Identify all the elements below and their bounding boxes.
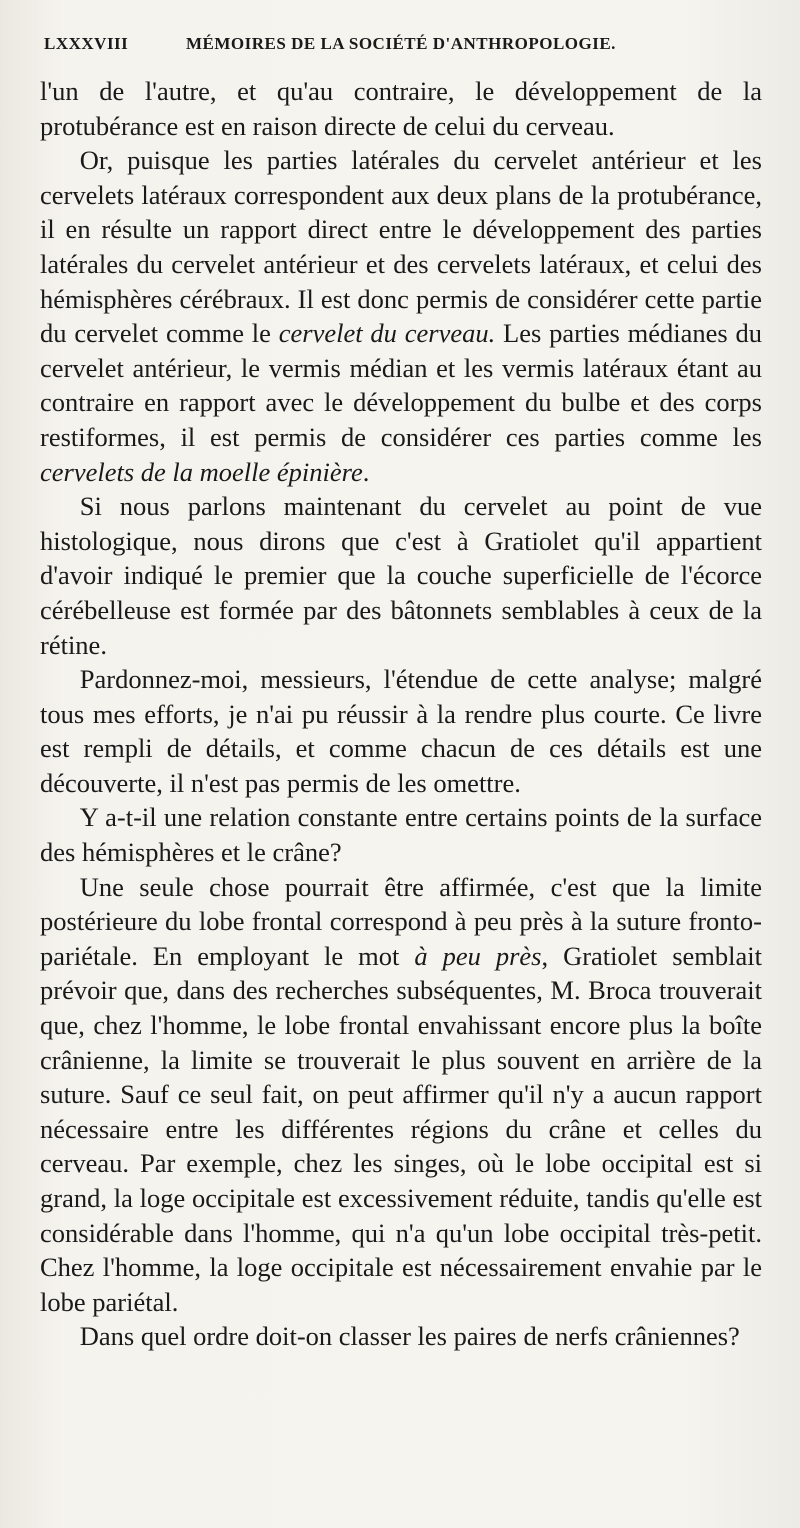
paragraph-1-text: l'un de l'autre, et qu'au contraire, le développement de la protubérance est en raison directe de celui du cerveau. (40, 76, 762, 141)
paragraph-5 (40, 800, 762, 869)
paragraph-4 (40, 662, 762, 800)
paragraph-3-text: Si nous parlons maintenant du cervelet au point de vue histologique, nous dirons que c'est à Gratiolet qu'il appartient d'avoir indiqué le premier que la couche superficielle de l'écorce cérébelleuse est formée par des bâtonnets semblables à ceux de la rétine. (40, 491, 762, 660)
paragraph-6-text-b: , Gratiolet semblait prévoir que, dans des recherches subséquentes, M. Broca trouverait que, chez l'homme, le lobe frontal envahissant encore plus la boîte crânienne, la limite se trouverait le plus souvent en arrière de la suture. Sauf ce seul fait, on peut affirmer qu'il n'y a aucun rapport nécessaire entre les différentes régions du crâne et celles du cerveau. Par exemple, chez les singes, où le lobe occipital est si grand, la loge occipitale est excessivement réduite, tandis qu'elle est considérable dans l'homme, qui n'a qu'un lobe occipital très-petit. Chez l'homme, la loge occipitale est nécessairement envahie par le lobe pariétal. (40, 940, 763, 1317)
paragraph-2-italic-cervelets-moelle: cervelets de la moelle épinière (40, 456, 363, 487)
paragraph-2-text-a: Or, puisque les parties latérales du cervelet antérieur et les cervelets latéraux correspondent aux deux plans de la protubérance, il en résulte un rapport direct entre le développement des parties latérales du cervelet antérieur et des cervelets latéraux, et celui des hémisphères cérébraux. Il est donc permis de considérer cette partie du cervelet comme le (40, 145, 762, 349)
paragraph-7 (40, 1319, 762, 1354)
paragraph-5-text: Y a-t-il une relation constante entre certains points de la surface des hémisphères et le crâne? (40, 802, 762, 868)
paragraph-2-text-c: . (362, 456, 370, 487)
paragraph-6-italic-a-peu-pres: à peu près (414, 940, 542, 971)
paragraph-3 (40, 489, 762, 662)
page-number: LXXXVIII (44, 34, 129, 53)
paragraph-1 (40, 74, 762, 143)
page-header (44, 34, 644, 58)
paragraph-2 (40, 143, 762, 489)
paragraph-6-text-a: Une seule chose pourrait être affirmée, c'est que la limite postérieure du lobe frontal correspond à peu près à la suture fronto-pariétale. En employant le mot (40, 871, 762, 971)
paragraph-6 (40, 870, 762, 1320)
body-text (40, 74, 762, 1354)
paragraph-2-text-b: Les parties médianes du cervelet antérieur, le vermis médian et les vermis latéraux étant au contraire en rapport avec le développement du bulbe et des corps restiformes, il est permis de considérer ces parties comme les (40, 318, 762, 452)
paragraph-2-italic-cervelet-du-cerveau: cervelet du cerveau. (278, 318, 496, 349)
paragraph-7-text: Dans quel ordre doit-on classer les paires de nerfs crâniennes? (79, 1321, 740, 1352)
paragraph-4-text: Pardonnez-moi, messieurs, l'étendue de cette analyse; malgré tous mes efforts, je n'ai pu réussir à la rendre plus courte. Ce livre est rempli de détails, et comme chacun de ces détails est une découverte, il n'est pas permis de les omettre. (40, 664, 762, 798)
running-title: MÉMOIRES DE LA SOCIÉTÉ D'ANTHROPOLOGIE. (186, 34, 616, 53)
